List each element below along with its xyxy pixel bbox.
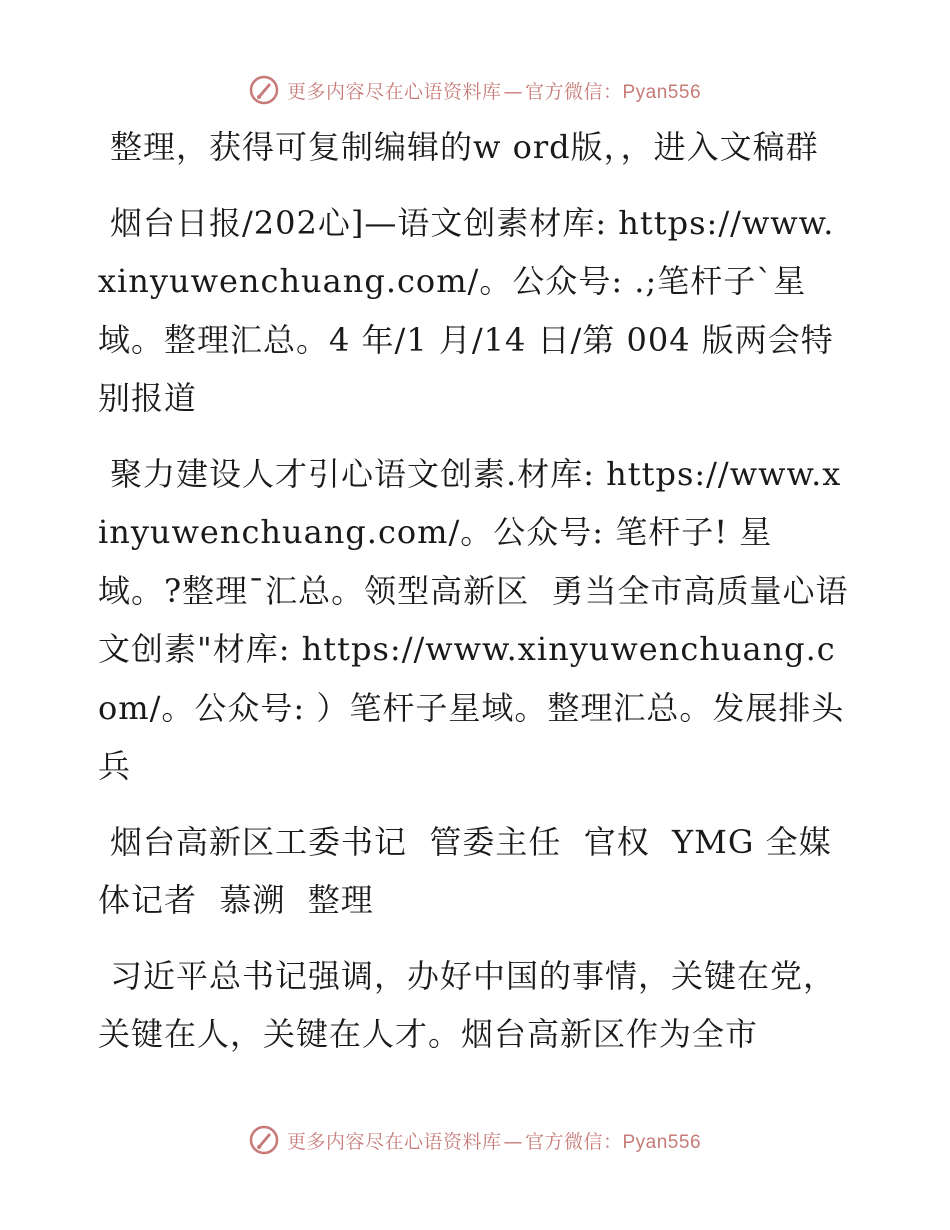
paragraph-5: 习近平总书记强调，办好中国的事情，关键在党，关键在人，关键在人才。烟台高新区作为全市 <box>98 956 837 1053</box>
watermark-text <box>287 1127 701 1154</box>
watermark-separator: — <box>503 80 523 103</box>
watermark-site-name: 更多内容尽在心语资料库 <box>286 80 502 103</box>
paragraph-4: 烟台高新区工委书记 管委主任 官权 YMG 全媒体记者 慕溯 整理 <box>98 822 832 919</box>
quill-logo-icon <box>249 75 279 105</box>
watermark-account-id: Pyan556 <box>622 81 702 103</box>
watermark-account-id: Pyan556 <box>622 1131 702 1153</box>
watermark-account-label: 官方微信： <box>524 1130 623 1153</box>
paragraph-1: 整理，获得可复制编辑的w ord版，，进入文稿群 <box>110 128 819 166</box>
paragraph-3: 聚力建设人才引心语文创素.材库: https://www.xinyuwenchuang.com/。公众号: 笔杆子! 星域。?整理¯汇总。领型高新区 勇当全市高质量心语文创素"材库: https://www.xinyuwenchuang.com/。公众号: ）笔杆子星域。整理汇总。发展排头兵 <box>98 454 849 785</box>
watermark-account-label: 官方微信： <box>524 80 623 103</box>
footer-watermark <box>0 1120 950 1160</box>
watermark-site-name: 更多内容尽在心语资料库 <box>286 1130 502 1153</box>
header-watermark <box>0 70 950 110</box>
watermark-text <box>287 77 701 104</box>
quill-logo-icon <box>249 1125 279 1155</box>
paragraph-2: 烟台日报/202心]—语文创素材库: https://www.xinyuwenchuang.com/。公众号: .;笔杆子`星域。整理汇总。4 年/1 月/14 日/第 004 版两会特别报道 <box>98 203 835 417</box>
watermark-separator: — <box>503 1130 523 1153</box>
document-body <box>98 118 850 1108</box>
